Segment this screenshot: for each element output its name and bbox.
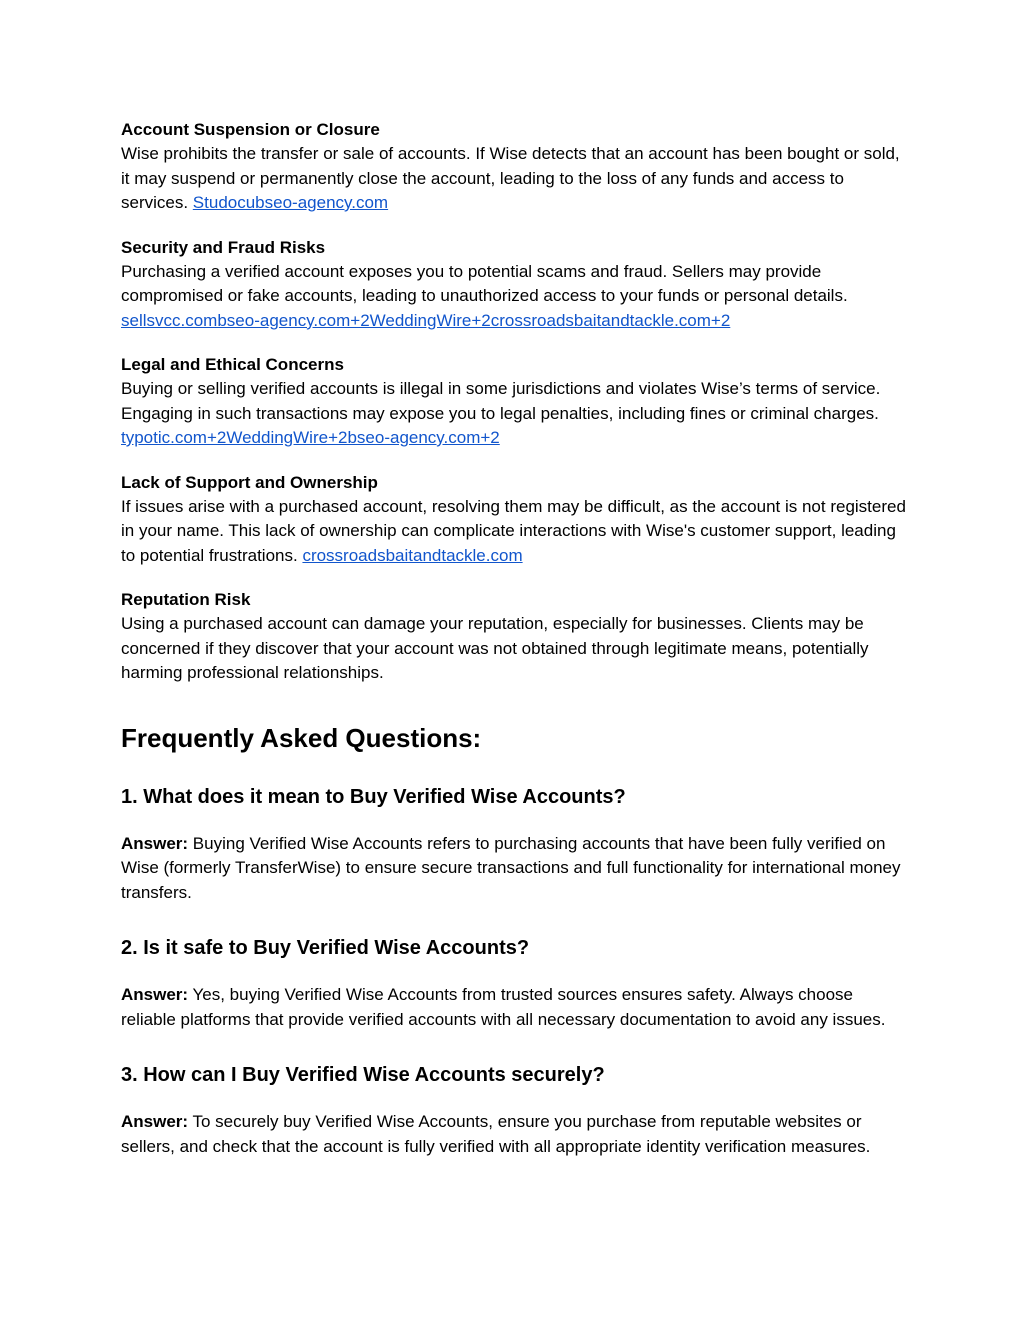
faq-question: 3. How can I Buy Verified Wise Accounts securely? (121, 1064, 605, 1086)
section-body (121, 142, 911, 216)
source-link[interactable]: sellsvcc.combseo-agency.com+2WeddingWire+2crossroadsbaitandtackle.com+2 (121, 310, 731, 330)
faq-answer (121, 1110, 911, 1159)
section-legal-ethical (121, 353, 911, 451)
faq-item-1 (121, 784, 911, 906)
section-account-suspension (121, 118, 911, 216)
section-title: Lack of Support and Ownership (121, 472, 378, 492)
section-body (121, 377, 911, 451)
section-security-fraud (121, 236, 911, 334)
faq-answer (121, 983, 911, 1032)
faq-heading: Frequently Asked Questions: (121, 722, 482, 753)
section-text: Using a purchased account can damage your reputation, especially for businesses. Clients may be concerned if they discover that your account was not obtained through legitimate means, potentially harming professional relationships. (121, 614, 869, 682)
answer-text: Yes, buying Verified Wise Accounts from trusted sources ensures safety. Always choose reliable platforms that provide verified accounts with all necessary documentation to avoid any issues. (121, 985, 886, 1029)
section-body (121, 260, 911, 334)
answer-text: To securely buy Verified Wise Accounts, ensure you purchase from reputable websites or sellers, and check that the account is fully verified with all appropriate identity verification measures. (121, 1112, 871, 1156)
document-content (121, 118, 911, 1159)
source-link[interactable]: crossroadsbaitandtackle.com (302, 545, 523, 565)
faq-question: 1. What does it mean to Buy Verified Wise Accounts? (121, 785, 626, 808)
section-title: Account Suspension or Closure (121, 120, 380, 139)
section-title: Security and Fraud Risks (121, 237, 326, 257)
faq-item-2 (121, 935, 911, 1032)
section-text: Purchasing a verified account exposes you to potential scams and fraud. Sellers may provide compromised or fake accounts, leading to unauthorized access to your funds or personal details. (121, 261, 848, 305)
section-reputation-risk (121, 588, 911, 686)
section-body (121, 495, 911, 569)
faq-item-3 (121, 1062, 911, 1159)
section-text: Buying or selling verified accounts is illegal in some jurisdictions and violates Wise’s terms of service. Engaging in such transactions may expose you to legal penalties, including fines or criminal charges. (121, 379, 881, 423)
section-lack-of-support (121, 471, 911, 569)
section-text: Wise prohibits the transfer or sale of accounts. If Wise detects that an account has been bought or sold, it may suspend or permanently close the account, leading to the loss of any funds and access to services. (121, 144, 900, 212)
section-body (121, 612, 911, 686)
section-title: Reputation Risk (121, 590, 251, 609)
section-text: If issues arise with a purchased account, resolving them may be difficult, as the account is not registered in your name. This lack of ownership can complicate interactions with Wise's customer support, leading to potential frustrations. (121, 496, 906, 565)
source-link[interactable]: typotic.com+2WeddingWire+2bseo-agency.com+2 (121, 428, 500, 447)
section-title: Legal and Ethical Concerns (121, 355, 344, 374)
answer-label: Answer: (121, 833, 189, 853)
answer-text: Buying Verified Wise Accounts refers to purchasing accounts that have been fully verified on Wise (formerly TransferWise) to ensure secure transactions and full functionality for international money transfers. (121, 833, 901, 902)
answer-label: Answer: (121, 1112, 189, 1131)
source-link[interactable]: Studocubseo-agency.com (192, 193, 389, 212)
faq-question: 2. Is it safe to Buy Verified Wise Accounts? (121, 937, 530, 959)
faq-answer (121, 832, 911, 906)
answer-label: Answer: (121, 985, 189, 1004)
